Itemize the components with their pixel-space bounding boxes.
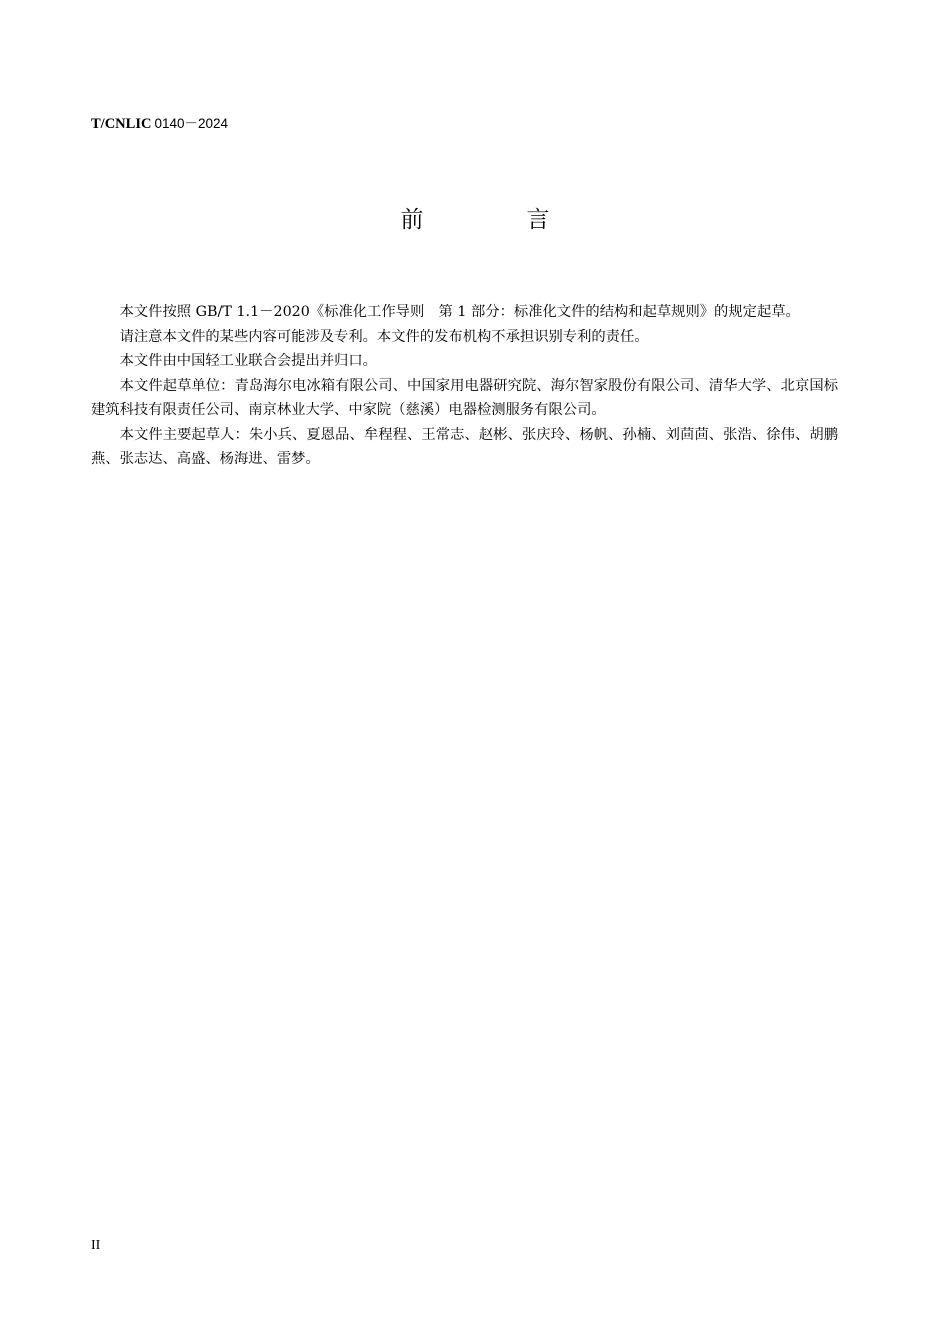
paragraph-drafting-units: 本文件起草单位：青岛海尔电冰箱有限公司、中国家用电器研究院、海尔智家股份有限公司、清华大学、北京国标建筑科技有限责任公司、南京林业大学、中家院（慈溪）电器检测服务有限公司。 bbox=[91, 377, 838, 418]
paragraph-proposer: 本文件由中国轻工业联合会提出并归口。 bbox=[119, 353, 377, 369]
standard-code-header bbox=[91, 115, 228, 133]
paragraph-patent-notice: 请注意本文件的某些内容可能涉及专利。本文件的发布机构不承担识别专利的责任。 bbox=[119, 328, 649, 345]
standard-number: 0140－2024 bbox=[154, 116, 229, 131]
paragraph-drafting-rules: 本文件按照 GB/T 1.1－2020《标准化工作导则 第 1 部分：标准化文件的结构和起草规则》的规定起草。 bbox=[119, 304, 800, 320]
page-number: II bbox=[91, 1238, 101, 1253]
standard-prefix: T/CNLIC bbox=[91, 116, 152, 132]
foreword-body bbox=[91, 300, 838, 472]
foreword-title: 前 言 bbox=[400, 207, 590, 233]
paragraph-drafters: 本文件主要起草人：朱小兵、夏恩品、牟程程、王常志、赵彬、张庆玲、杨帆、孙楠、刘茴茴、张浩、徐伟、胡鹏燕、张志达、高盛、杨海进、雷梦。 bbox=[91, 426, 838, 467]
